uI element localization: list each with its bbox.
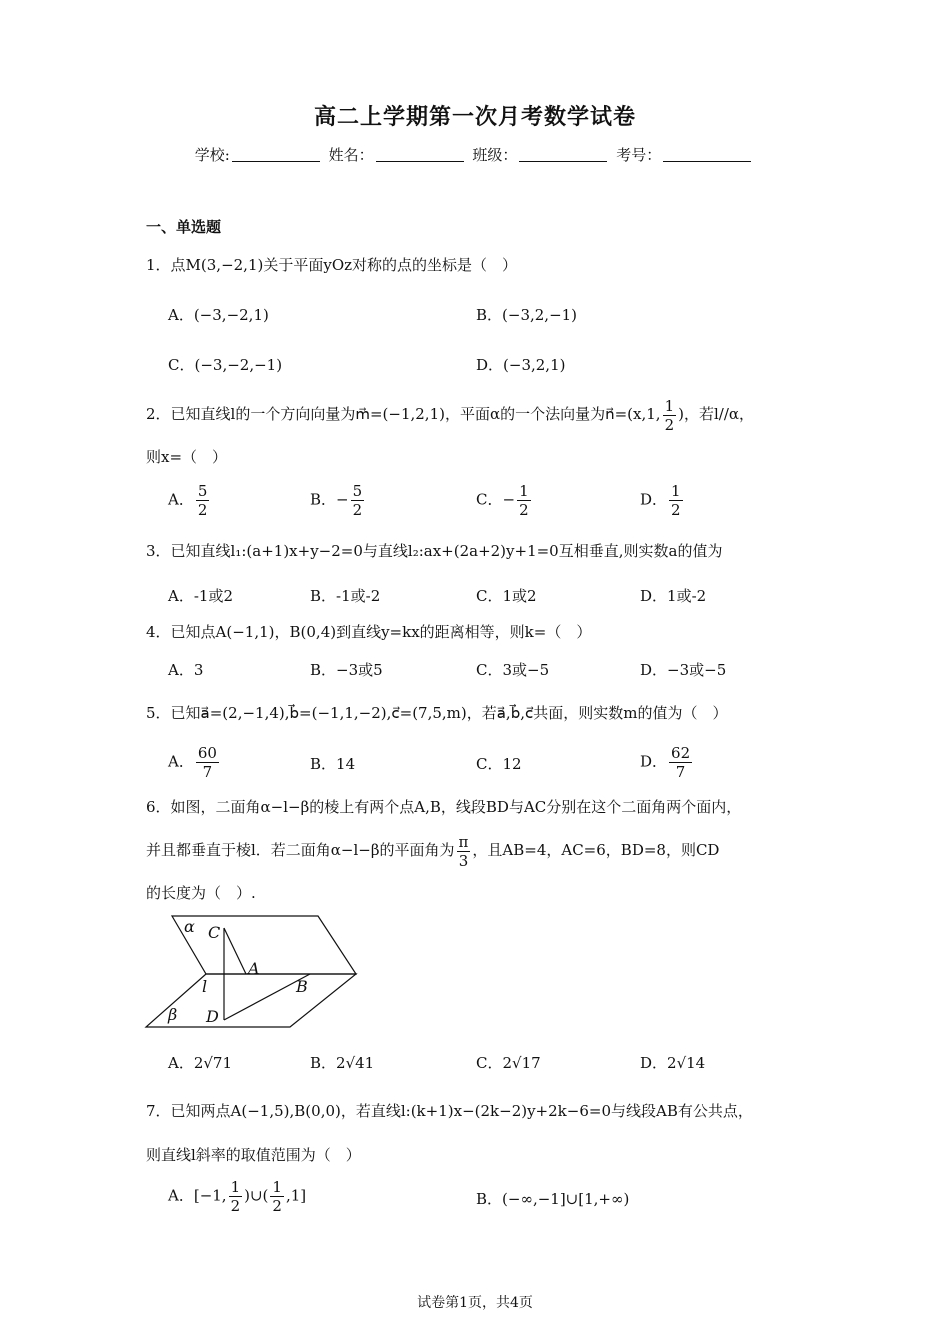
label-a: A — [248, 959, 260, 978]
q3-option-a[interactable]: A．-1或2 — [168, 587, 233, 605]
question-6-line3: 的长度为（ ）. — [146, 884, 256, 902]
q5-option-d[interactable]: D． $\frac{62}{7}$ — [640, 744, 691, 781]
q2-stem-fraction: $\frac{1}{2}$ — [664, 396, 675, 434]
label-alpha: α — [184, 917, 195, 936]
q3-option-b[interactable]: B．-1或-2 — [310, 587, 381, 605]
number-label: 考号： — [616, 146, 662, 164]
label-beta: β — [168, 1005, 178, 1024]
q1-option-b[interactable]: B．(−3,2,−1) — [476, 306, 578, 324]
q7-option-a[interactable]: A．[−1, $\frac{1}{2}$ )∪( $\frac{1}{2}$ ,1] — [168, 1178, 307, 1215]
q1-option-a[interactable]: A．(−3,−2,1) — [168, 306, 269, 324]
q2-option-c[interactable]: C．− $\frac{1}{2}$ — [476, 482, 529, 519]
label-c: C — [208, 923, 221, 942]
q6-option-b[interactable]: B．2√41 — [310, 1054, 375, 1072]
q4-option-b[interactable]: B．−3或5 — [310, 661, 383, 679]
q5-option-a[interactable]: A． $\frac{60}{7}$ — [168, 744, 217, 781]
question-6-line1: 6．如图，二面角α−l−β的棱上有两个点A,B，线段BD与AC分别在这个二面角两个面内， — [146, 798, 742, 816]
q5-option-b[interactable]: B．14 — [310, 755, 356, 773]
exam-title: 高二上学期第一次月考数学试卷 — [313, 104, 636, 130]
label-d: D — [206, 1007, 219, 1026]
name-blank[interactable] — [376, 147, 464, 162]
number-blank[interactable] — [663, 147, 751, 162]
class-blank[interactable] — [519, 147, 607, 162]
q3-option-c[interactable]: C．1或2 — [476, 587, 537, 605]
q6-option-c[interactable]: C．2√17 — [476, 1054, 541, 1072]
section-heading: 一、单选题 — [146, 218, 222, 236]
school-label: 学校: — [194, 146, 230, 164]
q5-option-c[interactable]: C．12 — [476, 755, 522, 773]
q1-option-d[interactable]: D．(−3,2,1) — [476, 356, 566, 374]
question-4-stem: 4．已知点A(−1,1)，B(0,4)到直线y=kx的距离相等，则k=（ ） — [146, 623, 592, 641]
question-5-stem: 5．已知a⃗=(2,−1,4),b⃗=(−1,1,−2),c⃗=(7,5,m)，若a⃗,b⃗,c⃗共面，则实数m的值为（ ） — [146, 704, 728, 722]
segment-ca — [224, 928, 246, 974]
q4-option-a[interactable]: A．3 — [168, 661, 204, 679]
q2-option-b[interactable]: B．− $\frac{5}{2}$ — [310, 482, 363, 519]
q4-option-d[interactable]: D．−3或−5 — [640, 661, 727, 679]
q6-option-a[interactable]: A．2√71 — [168, 1054, 233, 1072]
q6-option-d[interactable]: D．2√14 — [640, 1054, 706, 1072]
q2-option-a[interactable]: A． $\frac{5}{2}$ — [168, 482, 208, 519]
page-footer: 试卷第1页，共4页 — [417, 1295, 533, 1311]
q2-option-d[interactable]: D． $\frac{1}{2}$ — [640, 482, 681, 519]
student-info-line — [0, 144, 950, 165]
class-label: 班级： — [472, 146, 518, 164]
q4-option-c[interactable]: C．3或−5 — [476, 661, 550, 679]
dihedral-angle-figure — [140, 912, 360, 1034]
question-2-stem-line2: 则x=（ ） — [146, 448, 228, 466]
question-3-stem: 3．已知直线l₁:(a+1)x+y−2=0与直线l₂:ax+(2a+2)y+1=0互相垂直,则实数a的值为 — [146, 542, 723, 560]
plane-beta-outline — [146, 974, 356, 1027]
school-blank[interactable] — [232, 147, 320, 162]
q7-option-b[interactable]: B．(−∞,−1]∪[1,+∞) — [476, 1190, 630, 1208]
label-l: l — [202, 977, 208, 996]
q3-option-d[interactable]: D．1或-2 — [640, 587, 707, 605]
question-6-line2: 并且都垂直于棱l．若二面角α−l−β的平面角为 $\frac{\pi}{3}$ ，且AB=4，AC=6，BD=8，则CD — [146, 832, 720, 870]
label-b: B — [296, 977, 308, 996]
name-label: 姓名： — [328, 146, 374, 164]
question-7-line1: 7．已知两点A(−1,5),B(0,0)，若直线l:(k+1)x−(2k−2)y+2k−6=0与线段AB有公共点， — [146, 1102, 753, 1120]
q1-option-c[interactable]: C．(−3,−2,−1) — [168, 356, 283, 374]
plane-alpha-outline — [172, 916, 356, 974]
question-7-line2: 则直线l斜率的取值范围为（ ） — [146, 1146, 361, 1164]
question-1-stem: 1．点M(3,−2,1)关于平面yOz对称的点的坐标是（ ） — [146, 256, 518, 274]
question-2-stem: 2．已知直线l的一个方向向量为m⃗=(−1,2,1)，平面α的一个法向量为n⃗=(x,1, $\frac{1}{2}$ )，若l//α， — [146, 396, 755, 434]
